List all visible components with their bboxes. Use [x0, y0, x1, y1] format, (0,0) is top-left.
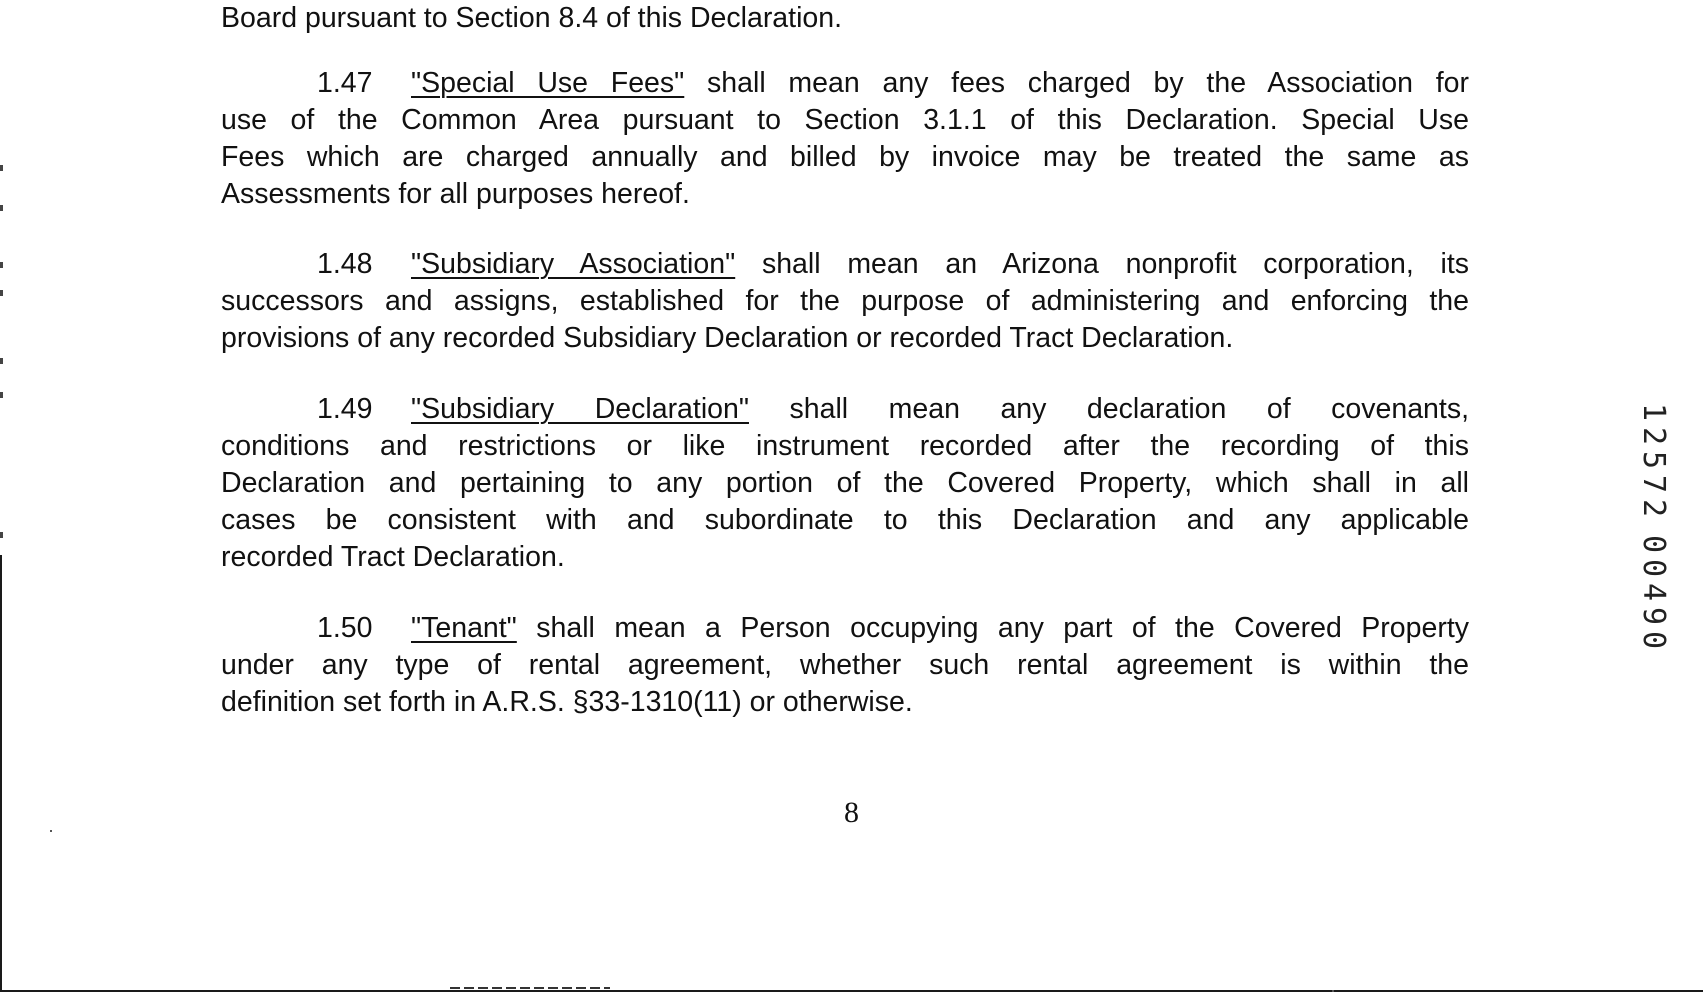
text-line: cases be consistent with and subordinate to this Declaration and any applicable — [221, 504, 1469, 536]
defined-term: "Special Use Fees" — [411, 67, 685, 99]
text-fragment: shall mean a Person occupying any part of the Covered Property — [516, 612, 1469, 644]
scan-tick — [0, 392, 3, 398]
stamp-digit: 0 — [1636, 630, 1671, 650]
scan-speck — [1332, 990, 1334, 992]
scan-tick — [0, 262, 3, 268]
top-continuation — [221, 0, 1469, 37]
stamp-digit: 2 — [1636, 498, 1671, 518]
section-number: 1.48 — [317, 248, 373, 280]
section-first-line — [221, 610, 1469, 647]
page-number: 8 — [844, 796, 859, 829]
text-line: conditions and restrictions or like instrument recorded after the recording of this — [221, 430, 1469, 462]
section-1-50 — [221, 610, 1469, 721]
text-line: provisions of any recorded Subsidiary Declaration or recorded Tract Declaration. — [221, 322, 1234, 354]
text-line: successors and assigns, established for the purpose of administering and enforcing the — [221, 285, 1469, 317]
recording-number-stamp — [1636, 400, 1671, 652]
stamp-digit: 0 — [1636, 534, 1671, 554]
section-first-line — [221, 391, 1469, 428]
defined-term: "Tenant" — [411, 612, 517, 644]
scan-tick — [0, 358, 3, 364]
text-line: under any type of rental agreement, whether such rental agreement is within the — [221, 649, 1469, 681]
text-line: definition set forth in A.R.S. §33-1310(11) or otherwise. — [221, 686, 913, 718]
section-first-line — [221, 65, 1469, 102]
text-fragment: shall mean any fees charged by the Association for — [684, 67, 1469, 99]
stamp-digit: 7 — [1636, 474, 1671, 494]
scan-speck — [50, 830, 52, 832]
text-line: use of the Common Area pursuant to Section 3.1.1 of this Declaration. Special Use — [221, 104, 1469, 136]
text-fragment: shall mean an Arizona nonprofit corporation, its — [735, 248, 1469, 280]
text-line: Declaration and pertaining to any portion of the Covered Property, which shall in all — [221, 467, 1469, 499]
defined-term: "Subsidiary Declaration" — [411, 393, 749, 425]
scan-edge-line — [0, 990, 1703, 992]
section-number: 1.47 — [317, 67, 373, 99]
scan-tick — [0, 165, 3, 171]
section-number: 1.49 — [317, 393, 373, 425]
text-fragment: shall mean any declaration of covenants, — [748, 393, 1469, 425]
text-line: Board pursuant to Section 8.4 of this Declaration. — [221, 2, 843, 34]
scan-tick — [0, 290, 3, 296]
stamp-digit: 4 — [1636, 582, 1671, 602]
text-line: Fees which are charged annually and billed by invoice may be treated the same as — [221, 141, 1469, 173]
defined-term: "Subsidiary Association" — [411, 248, 736, 280]
section-1-48 — [221, 246, 1469, 357]
stamp-digit: 9 — [1636, 606, 1671, 626]
scan-tick — [0, 532, 3, 538]
scan-edge-dashes — [450, 987, 610, 989]
stamp-digit: 5 — [1636, 450, 1671, 470]
section-1-49 — [221, 391, 1469, 576]
scan-tick — [0, 205, 3, 211]
scan-edge-line — [0, 555, 2, 992]
section-first-line — [221, 246, 1469, 283]
text-line: recorded Tract Declaration. — [221, 541, 565, 573]
section-1-47 — [221, 65, 1469, 213]
stamp-digit: 1 — [1636, 402, 1671, 422]
text-line: Assessments for all purposes hereof. — [221, 178, 690, 210]
stamp-digit: 0 — [1636, 558, 1671, 578]
section-number: 1.50 — [317, 612, 373, 644]
stamp-digit: 2 — [1636, 426, 1671, 446]
